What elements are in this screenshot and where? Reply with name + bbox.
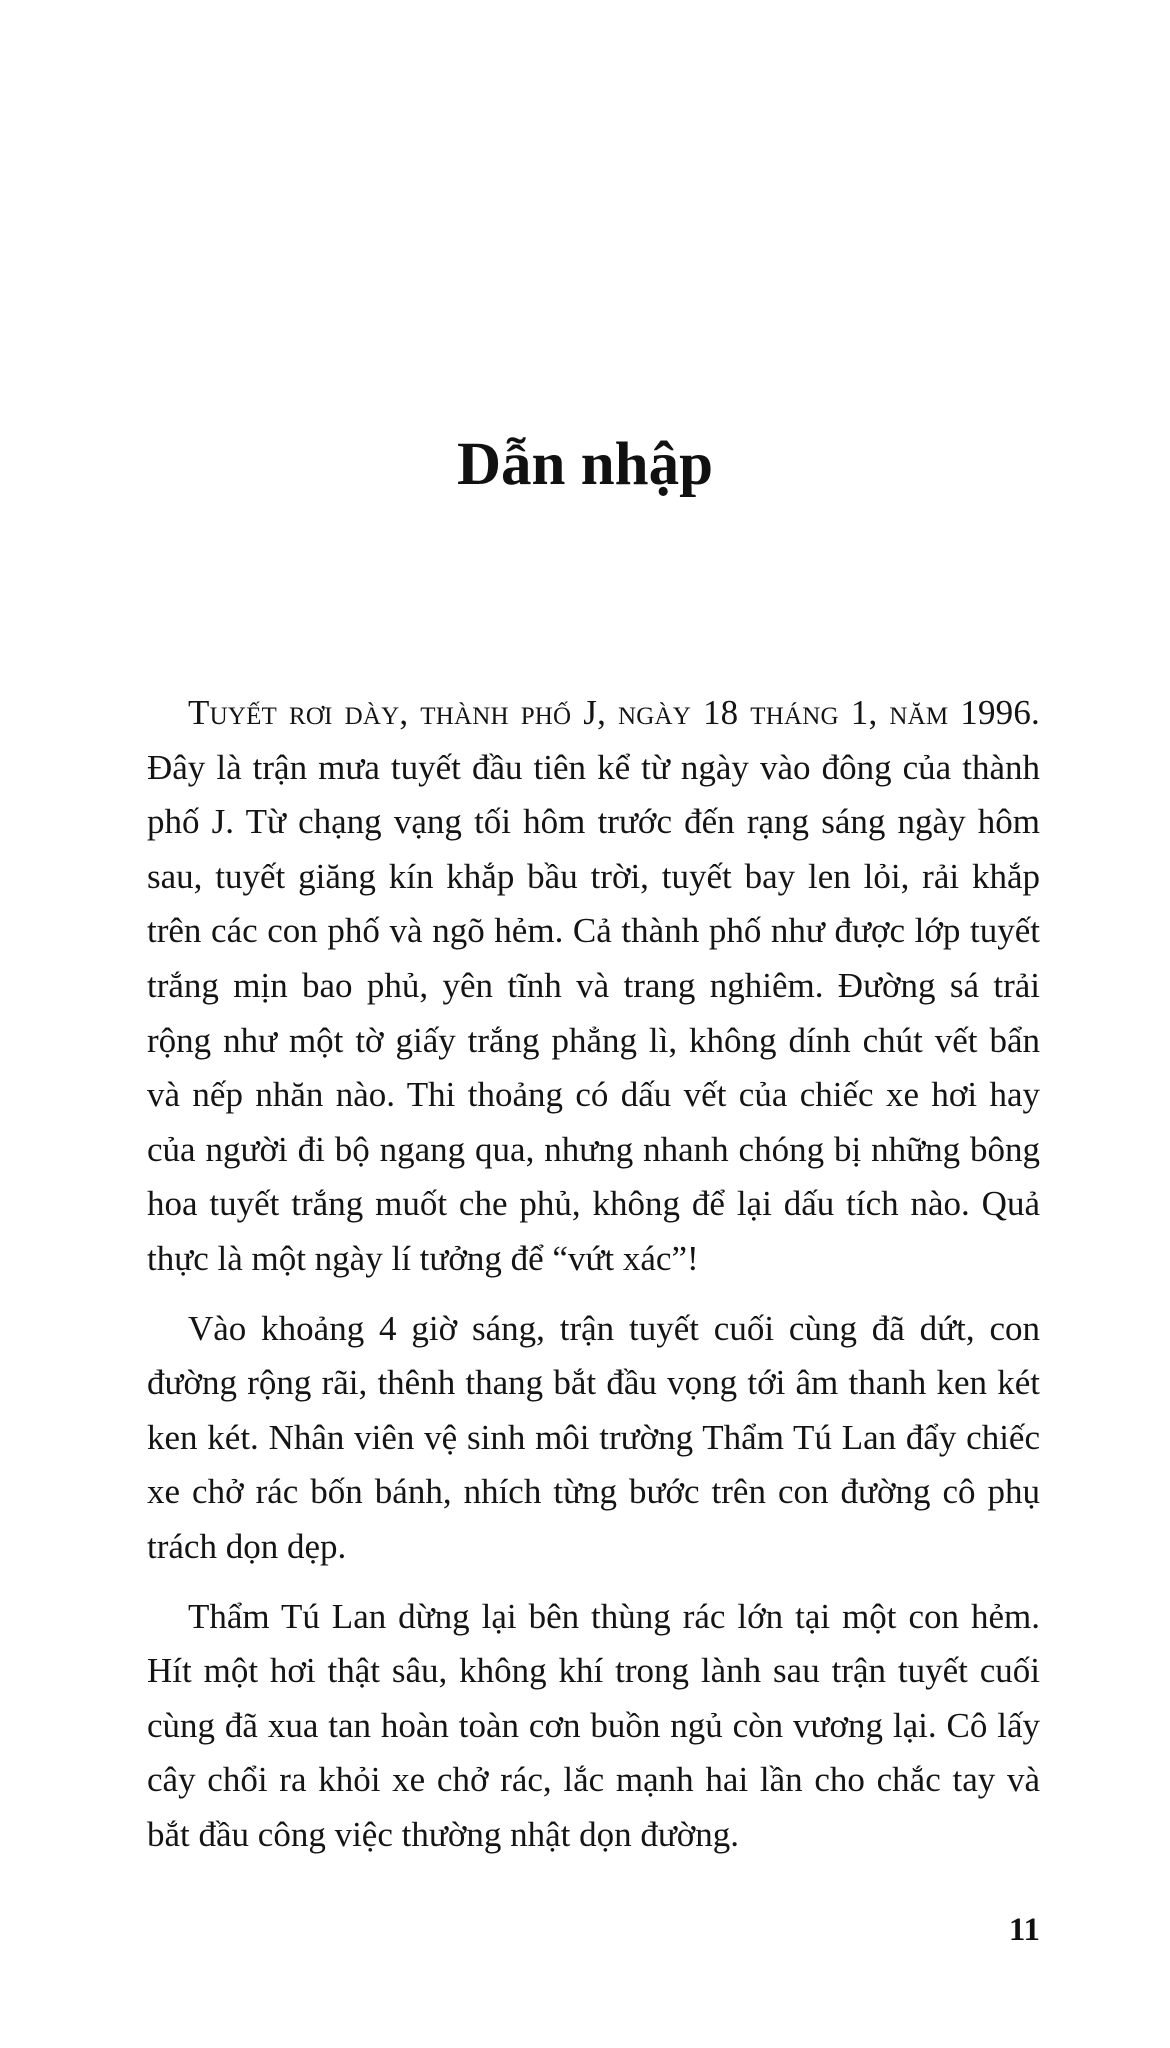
dateline: Tuyết rơi dày, thành phố J, ngày 18 tháng 1, năm 1996. — [188, 693, 1040, 732]
chapter-title: Dẫn nhập — [456, 431, 713, 498]
paragraph-1-text: Đây là trận mưa tuyết đầu tiên kể từ ngày vào đông của thành phố J. Từ chạng vạng tối hôm trước đến rạng sáng ngày hôm sau, tuyết giăng kín khắp bầu trời, tuyết bay len lỏi, rải khắp trên các con phố và ngõ hẻm. Cả thành phố như được lớp tuyết trắng mịn bao phủ, yên tĩnh và trang nghiêm. Đường sá trải rộng như một tờ giấy trắng phẳng lì, không dính chút vết bẩn và nếp nhăn nào. Thi thoảng có dấu vết của chiếc xe hơi hay của người đi bộ ngang qua, nhưng nhanh chóng bị những bông hoa tuyết trắng muốt che phủ, không để lại dấu tích nào. Quả thực là một ngày lí tưởng để “vứt xác”! — [147, 747, 1040, 1278]
body-text — [147, 686, 1040, 1862]
paragraph-3: Thẩm Tú Lan dừng lại bên thùng rác lớn tại một con hẻm. Hít một hơi thật sâu, không khí trong lành sau trận tuyết cuối cùng đã xua tan hoàn toàn cơn buồn ngủ còn vương lại. Cô lấy cây chổi ra khỏi xe chở rác, lắc mạnh hai lần cho chắc tay và bắt đầu công việc thường nhật dọn đường. — [147, 1596, 1040, 1854]
paragraph-2: Vào khoảng 4 giờ sáng, trận tuyết cuối cùng đã dứt, con đường rộng rãi, thênh thang bắt đầu vọng tới âm thanh ken két ken két. Nhân viên vệ sinh môi trường Thẩm Tú Lan đẩy chiếc xe chở rác bốn bánh, nhích từng bước trên con đường cô phụ trách dọn dẹp. — [147, 1308, 1040, 1566]
paragraph-1 — [147, 686, 1040, 1287]
page-number: 11 — [1008, 1912, 1040, 1948]
